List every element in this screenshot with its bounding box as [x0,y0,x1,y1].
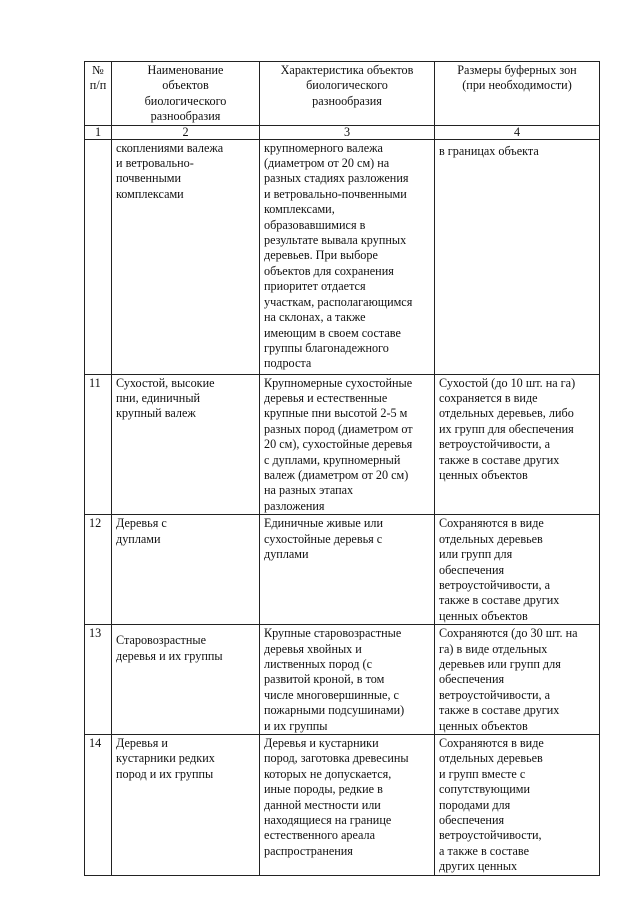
object-characteristic: Крупные старовозрастные деревья хвойных и лиственных пород (с развитой кроной, в том числе многовершинные, с пожарными подсушинами) и их группы [260,625,435,735]
object-name: Сухостой, высокие пни, единичный крупный валеж [112,374,260,515]
row-number: 12 [85,515,112,625]
table-row [85,139,600,374]
column-number-row [85,125,600,139]
object-characteristic: крупномерного валежа (диаметром от 20 см) на разных стадиях разложения и ветровально-почвенными комплексами, образовавшимися в результате вывала крупных деревьев. При выборе объектов для сохранения приоритет отдается участкам, располагающимся на склонах, а также имеющим в своем составе группы благонадежного подроста [260,139,435,374]
table-row [85,374,600,515]
buffer-zone: Сохраняются в виде отдельных деревьев и групп вместе с сопутствующими породами для обеспечения ветроустойчивости, а также в составе других ценных [435,734,600,875]
buffer-zone: в границах объекта [435,139,600,374]
buffer-zone: Сухостой (до 10 шт. на га) сохраняется в виде отдельных деревьев, либо их групп для обеспечения ветроустойчивости, а также в составе других ценных объектов [435,374,600,515]
column-number: 1 [85,125,112,139]
object-characteristic: Единичные живые или сухостойные деревья с дуплами [260,515,435,625]
header-buffer: Размеры буферных зон (при необходимости) [435,62,600,126]
row-number [85,139,112,374]
row-number: 13 [85,625,112,735]
table-row [85,625,600,735]
object-name: Деревья с дуплами [112,515,260,625]
header-number: № п/п [85,62,112,126]
object-characteristic: Деревья и кустарники пород, заготовка древесины которых не допускается, иные породы, редкие в данной местности или находящиеся на границе естественного ареала распространения [260,734,435,875]
object-name: Старовозрастные деревья и их группы [112,625,260,735]
buffer-zone: Сохраняются в виде отдельных деревьев или групп для обеспечения ветроустойчивости, а также в составе других ценных объектов [435,515,600,625]
table-row [85,734,600,875]
objects-table [84,61,600,876]
column-number: 2 [112,125,260,139]
header-name: Наименование объектов биологического разнообразия [112,62,260,126]
column-number: 4 [435,125,600,139]
row-number: 14 [85,734,112,875]
row-number: 11 [85,374,112,515]
buffer-zone: Сохраняются (до 30 шт. на га) в виде отдельных деревьев или групп для обеспечения ветроустойчивости, а также в составе других ценных объектов [435,625,600,735]
header-row [85,62,600,126]
object-name: скоплениями валежа и ветровально- почвенными комплексами [112,139,260,374]
header-characteristic: Характеристика объектов биологического разнообразия [260,62,435,126]
object-characteristic: Крупномерные сухостойные деревья и естественные крупные пни высотой 2-5 м разных пород (диаметром от 20 см), сухостойные деревья с дуплами, крупномерный валеж (диаметром от 20 см) на разных этапах разложения [260,374,435,515]
table-row [85,515,600,625]
column-number: 3 [260,125,435,139]
object-name: Деревья и кустарники редких пород и их группы [112,734,260,875]
